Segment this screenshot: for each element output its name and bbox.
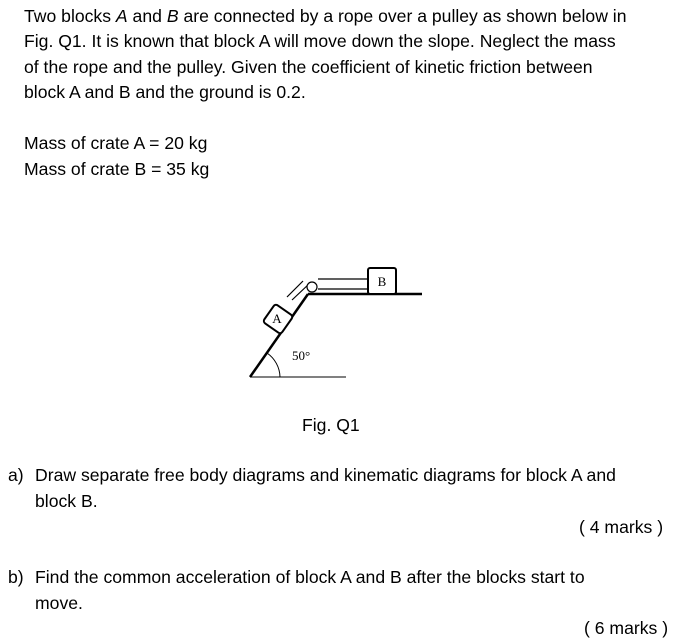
figure-q1: [240, 262, 430, 387]
mass-list: [24, 131, 209, 182]
problem-line-1: Two blocks A and B are connected by a rope over a pulley as shown below in: [24, 6, 627, 26]
mass-crate-b: Mass of crate B = 35 kg: [24, 158, 210, 179]
question-a-letter: a): [8, 465, 24, 485]
figure-caption: Fig. Q1: [302, 415, 360, 435]
problem-line-4: block A and B and the ground is 0.2.: [24, 81, 306, 102]
question-b-text: Find the common acceleration of block A and B after the blocks start to move.: [35, 567, 585, 613]
problem-line-3: of the rope and the pulley. Given the coefficient of kinetic friction between: [24, 56, 593, 77]
block-a-label: A: [272, 311, 282, 326]
pulley: [307, 282, 317, 292]
block-b-italic: B: [166, 6, 179, 26]
problem-line-2: Fig. Q1. It is known that block A will move down the slope. Neglect the mass: [24, 31, 616, 52]
problem-statement: [24, 4, 686, 105]
question-b-letter: b): [8, 567, 24, 587]
angle-arc: [267, 353, 280, 377]
rope-slope-lower: [287, 281, 303, 297]
question-b-marks: ( 6 marks ): [584, 618, 669, 638]
mass-crate-a: Mass of crate A = 20 kg: [24, 133, 208, 153]
block-b-label: B: [377, 274, 387, 289]
question-a-text: Draw separate free body diagrams and kinematic diagrams for block A and block B.: [35, 465, 616, 511]
block-a-italic: A: [115, 6, 128, 26]
angle-label: 50°: [292, 348, 311, 363]
pulley-diagram: [240, 262, 430, 387]
question-a-marks: ( 4 marks ): [579, 517, 664, 537]
